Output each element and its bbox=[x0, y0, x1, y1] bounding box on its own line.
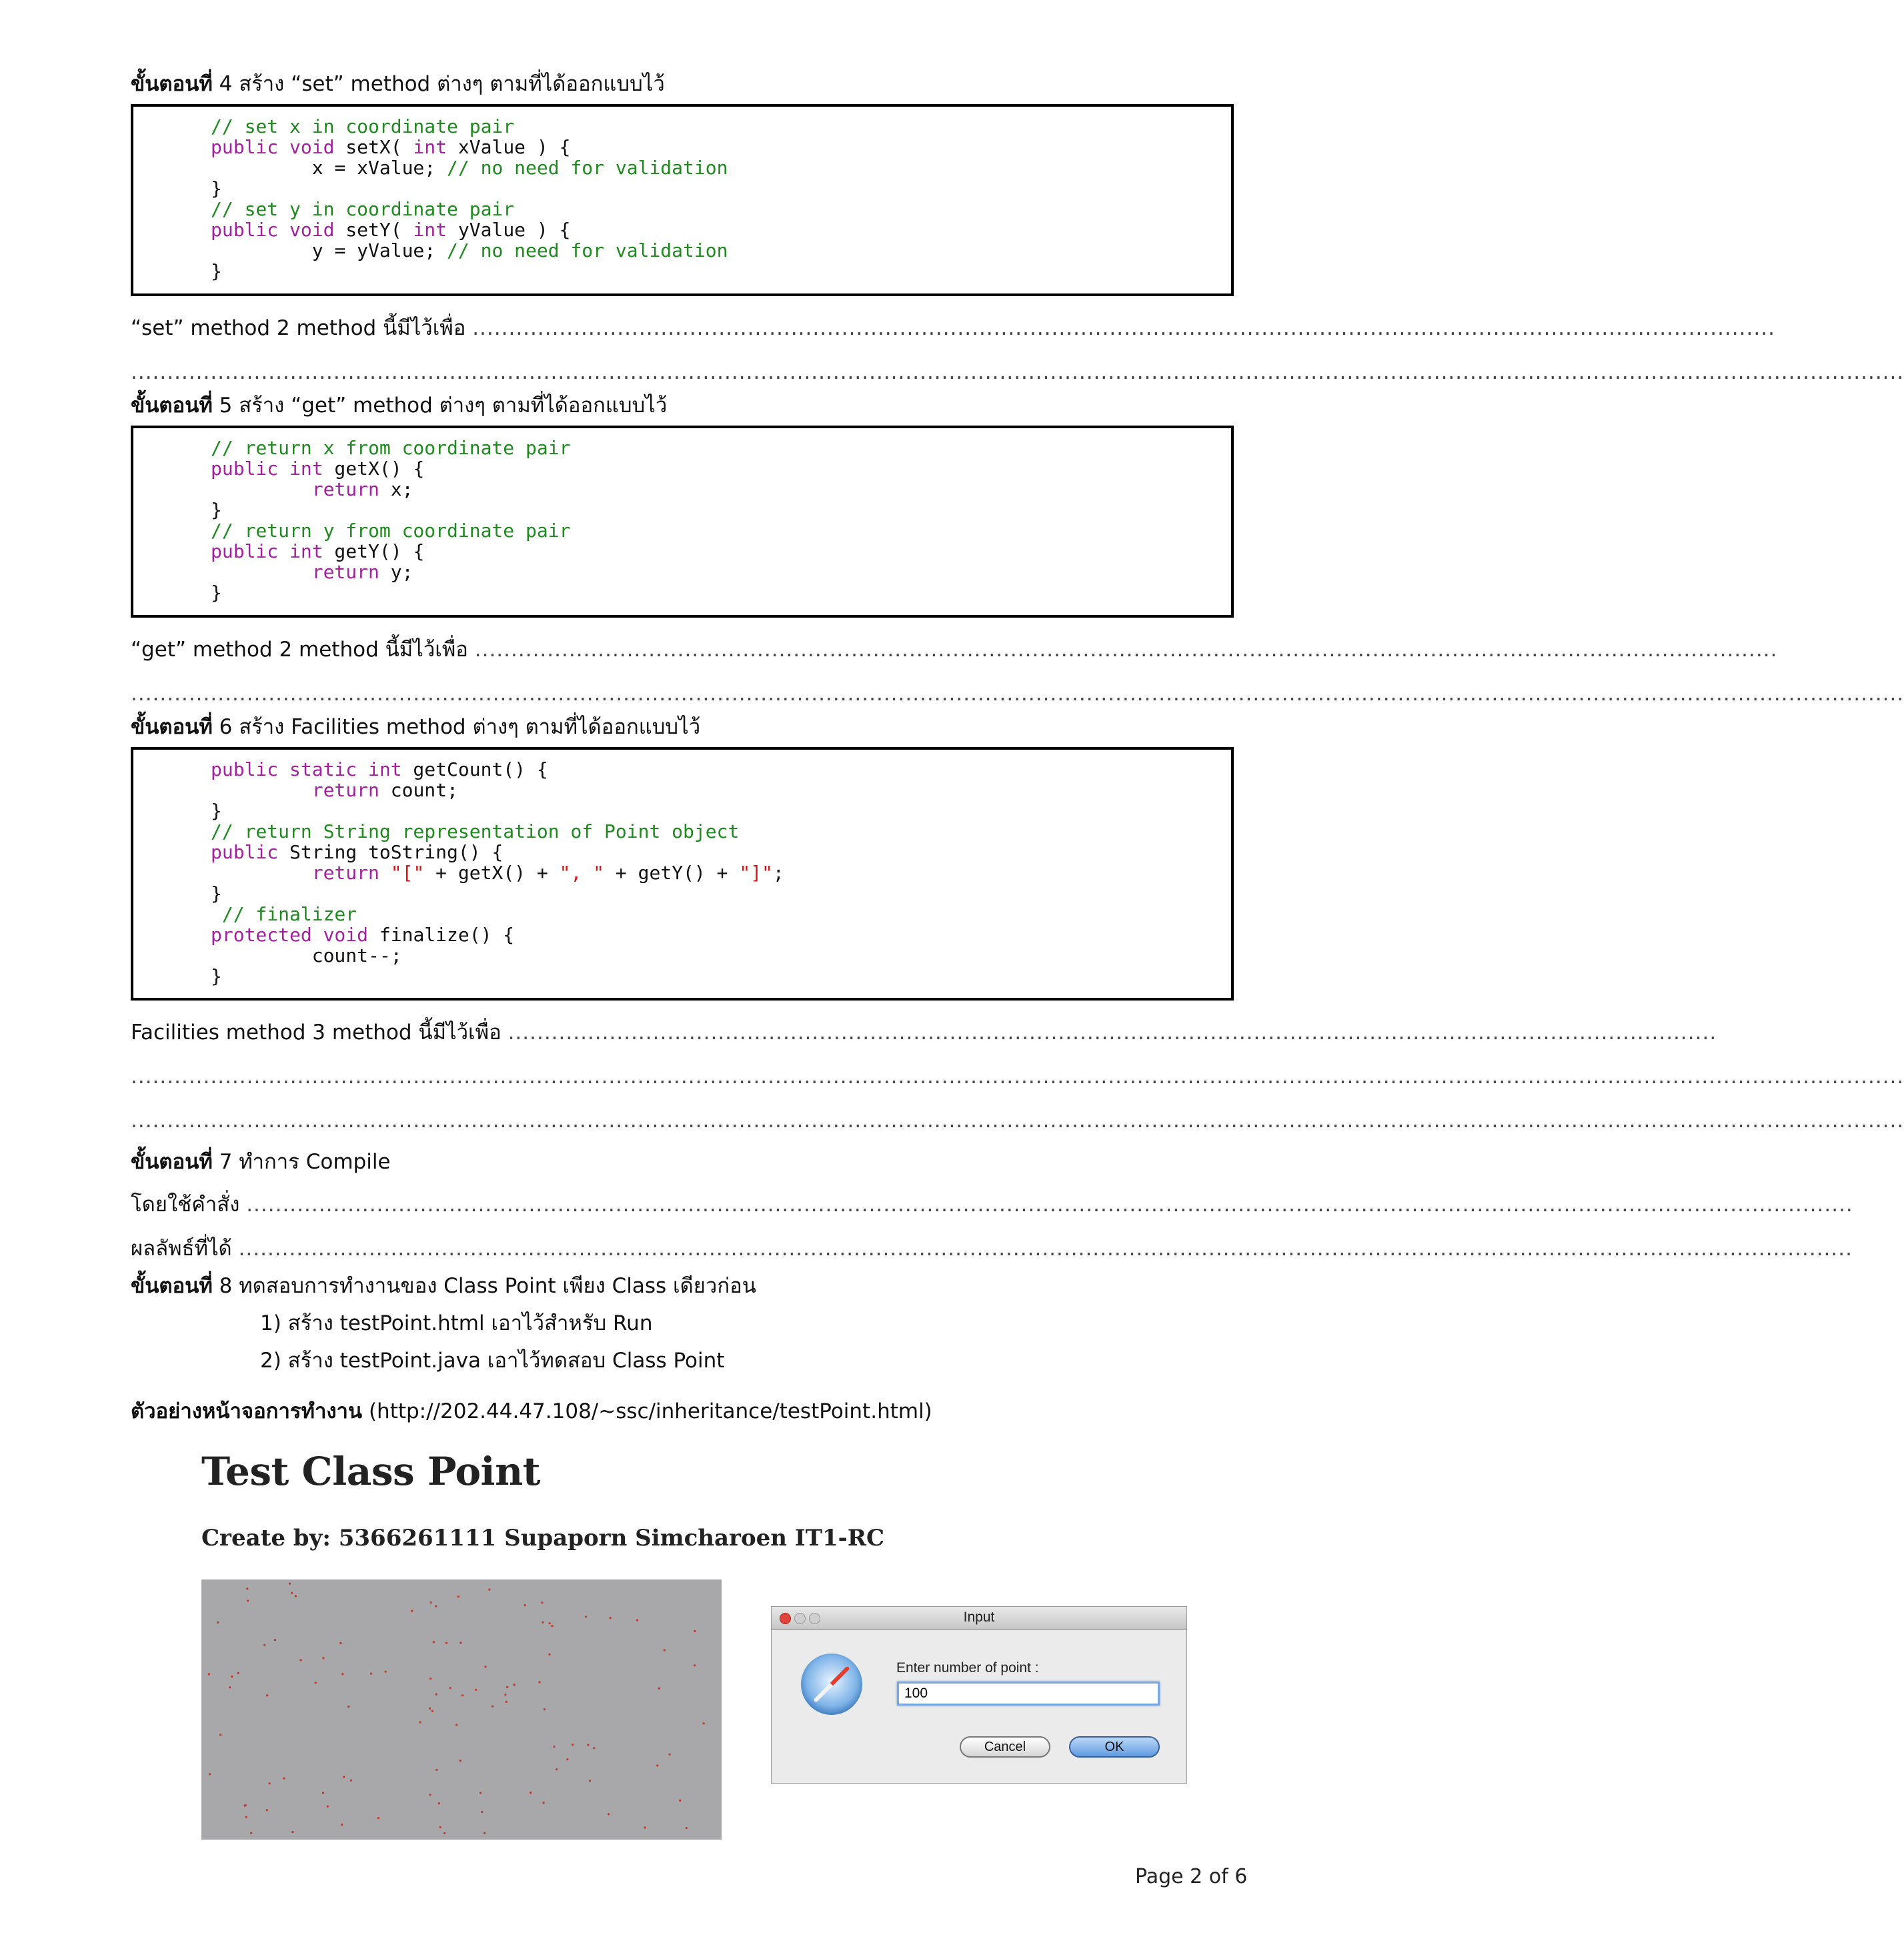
code-line bbox=[211, 240, 1231, 261]
answer-dots: ..................................................................................................................................................................................................................................................... bbox=[131, 1065, 1904, 1089]
random-point bbox=[549, 1622, 551, 1624]
step8-label: ขั้นตอนที่ bbox=[131, 1274, 213, 1298]
code-line bbox=[211, 219, 1231, 240]
dialog-title: Input bbox=[963, 1609, 995, 1625]
random-point bbox=[385, 1671, 387, 1673]
random-point bbox=[457, 1595, 459, 1597]
step7-command-line bbox=[131, 1191, 1853, 1218]
code-token: // return y from coordinate pair bbox=[211, 520, 571, 542]
code-line bbox=[211, 137, 1231, 157]
answer-dots: ..................................................................................................................................................................................................................................................... bbox=[131, 1109, 1904, 1133]
code-token: } bbox=[211, 965, 222, 987]
code-token: } bbox=[211, 260, 222, 282]
step8-heading-text: 8 ทดสอบการทำงานของ Class Point เพียง Class เดียวก่อน bbox=[212, 1274, 756, 1298]
code-line bbox=[211, 780, 1231, 800]
code-line bbox=[211, 500, 1231, 520]
random-point bbox=[237, 1672, 239, 1674]
random-point bbox=[679, 1800, 681, 1802]
step5-answer-line bbox=[131, 680, 1904, 707]
random-point bbox=[219, 1734, 221, 1736]
step7-heading bbox=[131, 1149, 391, 1175]
random-point bbox=[514, 1684, 516, 1686]
answer-dots: .............................................................................................................................................................................................................................. bbox=[246, 1193, 1853, 1217]
code-token: getY() { bbox=[323, 540, 425, 562]
code-token: int bbox=[413, 219, 447, 241]
random-point bbox=[429, 1794, 431, 1796]
random-point bbox=[669, 1754, 671, 1756]
code-token bbox=[211, 478, 312, 500]
code-token: getX() { bbox=[323, 458, 425, 480]
random-point bbox=[435, 1769, 437, 1771]
random-point bbox=[429, 1678, 431, 1680]
code-line bbox=[211, 883, 1231, 904]
random-point bbox=[551, 1625, 553, 1627]
random-point bbox=[475, 1689, 477, 1691]
random-point bbox=[459, 1642, 461, 1644]
step4-question bbox=[131, 315, 1775, 342]
random-point bbox=[343, 1776, 345, 1778]
random-point bbox=[445, 1642, 447, 1644]
answer-dots: ............................................................................................................................................................................................................................... bbox=[238, 1237, 1853, 1261]
code-token bbox=[211, 561, 312, 583]
code-token: // no need for validation bbox=[447, 157, 728, 179]
random-point bbox=[610, 1617, 612, 1619]
step6-heading-text: 6 สร้าง Facilities method ต่างๆ ตามที่ได้ออกแบบไว้ bbox=[212, 715, 701, 739]
code-line bbox=[211, 821, 1231, 842]
code-token: } bbox=[211, 177, 222, 199]
answer-dots: ..................................................................................................................................................................................................................................................... bbox=[131, 682, 1904, 706]
step6-question-text: Facilities method 3 method นี้มีไว้เพื่อ bbox=[131, 1021, 508, 1045]
code-token: // return x from coordinate pair bbox=[211, 437, 571, 459]
code-token: public static int bbox=[211, 758, 402, 780]
random-point bbox=[377, 1817, 379, 1819]
random-point bbox=[455, 1724, 457, 1726]
code-token: yValue ) { bbox=[447, 219, 571, 241]
page-number: Page 2 of 6 bbox=[1135, 1865, 1248, 1888]
code-token bbox=[211, 779, 312, 801]
random-point bbox=[703, 1722, 705, 1724]
code-line bbox=[211, 924, 1231, 945]
code-line bbox=[211, 157, 1231, 178]
random-point bbox=[593, 1747, 595, 1749]
code-token: count--; bbox=[211, 944, 402, 967]
step8-heading bbox=[131, 1273, 756, 1299]
step6-code-block bbox=[131, 747, 1234, 1001]
random-point bbox=[431, 1710, 433, 1712]
step8-item-2: 2) สร้าง testPoint.java เอาไว้ทดสอบ Class Point bbox=[260, 1349, 725, 1373]
code-token: x; bbox=[379, 478, 413, 500]
random-point bbox=[542, 1622, 544, 1624]
example-url: (http://202.44.47.108/~ssc/inheritance/testPoint.html) bbox=[362, 1399, 932, 1423]
random-point bbox=[315, 1682, 317, 1684]
code-token: return bbox=[311, 862, 379, 884]
random-point bbox=[429, 1708, 431, 1710]
code-token: x = xValue; bbox=[211, 157, 447, 179]
random-point bbox=[283, 1778, 285, 1780]
code-token: public bbox=[211, 841, 279, 863]
example-heading bbox=[131, 1398, 932, 1425]
code-line bbox=[211, 759, 1231, 780]
code-line bbox=[211, 904, 1231, 924]
random-point bbox=[433, 1641, 435, 1643]
step4-answer-line bbox=[131, 359, 1904, 386]
answer-dots: .................................................................................................................................................................................... bbox=[472, 316, 1775, 340]
random-point bbox=[544, 1708, 546, 1710]
random-point bbox=[347, 1706, 349, 1708]
answer-dots: .................................................................................................................................................................................... bbox=[474, 638, 1778, 662]
random-point bbox=[481, 1811, 483, 1813]
random-point bbox=[295, 1595, 297, 1597]
random-point bbox=[341, 1824, 343, 1826]
step6-answer-line bbox=[131, 1107, 1904, 1134]
code-token: "]" bbox=[739, 862, 773, 884]
random-point bbox=[231, 1676, 233, 1678]
code-token: count; bbox=[379, 779, 458, 801]
answer-dots: ..................................................................................................................................................................................................................................................... bbox=[131, 360, 1904, 384]
code-token: return bbox=[311, 561, 379, 583]
code-line bbox=[211, 116, 1231, 137]
random-point bbox=[266, 1694, 268, 1696]
random-point bbox=[339, 1642, 341, 1644]
points-plot bbox=[201, 1579, 722, 1840]
step7-result-line bbox=[131, 1235, 1853, 1262]
step5-heading bbox=[131, 392, 667, 419]
random-point bbox=[658, 1688, 660, 1690]
random-point bbox=[644, 1826, 646, 1828]
step4-code-block bbox=[131, 104, 1234, 296]
step5-code-block bbox=[131, 426, 1234, 618]
code-token: // finalizer bbox=[211, 903, 357, 925]
code-token: } bbox=[211, 882, 222, 904]
random-point bbox=[461, 1694, 463, 1696]
code-token bbox=[211, 862, 312, 884]
random-point bbox=[208, 1673, 210, 1675]
code-token: setX( bbox=[334, 136, 413, 158]
step7-label: ขั้นตอนที่ bbox=[131, 1150, 213, 1174]
random-point bbox=[435, 1605, 437, 1607]
code-token: public void bbox=[211, 219, 335, 241]
code-line bbox=[211, 458, 1231, 479]
random-point bbox=[370, 1673, 372, 1675]
step4-question-text: “set” method 2 method นี้มีไว้เพื่อ bbox=[131, 316, 473, 340]
random-point bbox=[322, 1792, 324, 1794]
random-point bbox=[553, 1746, 555, 1748]
random-point bbox=[449, 1687, 451, 1689]
random-point bbox=[538, 1681, 540, 1683]
code-token: ", " bbox=[559, 862, 605, 884]
random-point bbox=[504, 1694, 506, 1696]
random-point bbox=[229, 1686, 231, 1688]
code-line bbox=[211, 582, 1231, 603]
random-point bbox=[350, 1780, 352, 1782]
random-point bbox=[439, 1826, 441, 1828]
random-point bbox=[480, 1792, 482, 1794]
step7-result-label: ผลลัพธ์ที่ได้ bbox=[131, 1237, 239, 1261]
step5-heading-text: 5 สร้าง “get” method ต่างๆ ตามที่ได้ออกแบบไว้ bbox=[212, 394, 668, 418]
random-point bbox=[411, 1610, 413, 1612]
ok-button[interactable]: OK bbox=[1069, 1736, 1160, 1758]
random-point bbox=[485, 1666, 487, 1668]
code-line bbox=[211, 945, 1231, 966]
step4-heading-text: 4 สร้าง “set” method ต่างๆ ตามที่ได้ออกแบบไว้ bbox=[212, 72, 665, 96]
code-token: setY( bbox=[334, 219, 413, 241]
code-token: + getX() + bbox=[424, 862, 560, 884]
code-line bbox=[211, 261, 1231, 281]
random-point bbox=[686, 1827, 688, 1829]
code-token: y = yValue; bbox=[211, 239, 447, 261]
random-point bbox=[266, 1809, 268, 1811]
code-line bbox=[211, 966, 1231, 987]
random-point bbox=[289, 1583, 291, 1585]
random-point bbox=[492, 1706, 494, 1708]
random-point bbox=[484, 1832, 486, 1834]
code-line bbox=[211, 438, 1231, 458]
random-point bbox=[247, 1599, 249, 1601]
input-dialog bbox=[771, 1606, 1187, 1784]
demo-page-title: Test Class Point bbox=[201, 1449, 541, 1494]
random-point bbox=[291, 1831, 293, 1833]
code-token: } bbox=[211, 800, 222, 822]
code-token: getCount() { bbox=[401, 758, 548, 780]
code-line bbox=[211, 862, 1231, 883]
random-point bbox=[438, 1802, 440, 1804]
random-point bbox=[327, 1806, 329, 1808]
random-point bbox=[556, 1768, 558, 1770]
random-point bbox=[530, 1792, 532, 1794]
random-point bbox=[443, 1832, 445, 1834]
random-point bbox=[250, 1832, 252, 1834]
code-token: } bbox=[211, 499, 222, 521]
code-line bbox=[211, 520, 1231, 541]
code-token: } bbox=[211, 582, 222, 604]
random-point bbox=[566, 1758, 568, 1760]
random-point bbox=[459, 1760, 461, 1762]
code-line bbox=[211, 842, 1231, 862]
code-token: // set x in coordinate pair bbox=[211, 115, 515, 137]
random-point bbox=[430, 1601, 432, 1603]
code-token: public int bbox=[211, 458, 323, 480]
random-point bbox=[488, 1589, 490, 1591]
code-token: "[" bbox=[390, 862, 425, 884]
random-point bbox=[244, 1804, 246, 1806]
point-count-input[interactable] bbox=[897, 1682, 1160, 1706]
step7-heading-text: 7 ทำการ Compile bbox=[212, 1150, 391, 1174]
random-point bbox=[269, 1782, 271, 1784]
code-token: // set y in coordinate pair bbox=[211, 198, 515, 220]
code-line bbox=[211, 178, 1231, 199]
step5-question bbox=[131, 636, 1778, 663]
example-label: ตัวอย่างหน้าจอการทำงาน bbox=[131, 1399, 363, 1423]
random-point bbox=[585, 1616, 587, 1618]
code-token: return bbox=[311, 478, 379, 500]
code-token: String toString() { bbox=[278, 841, 504, 863]
random-point bbox=[246, 1587, 248, 1589]
random-point bbox=[435, 1694, 437, 1696]
code-token: + getY() + bbox=[604, 862, 740, 884]
random-point bbox=[543, 1802, 545, 1804]
code-token: protected void bbox=[211, 924, 369, 946]
random-point bbox=[694, 1630, 696, 1632]
code-token: public void bbox=[211, 136, 335, 158]
random-point bbox=[636, 1619, 638, 1621]
compass-icon bbox=[801, 1654, 862, 1715]
step8-item-1: 1) สร้าง testPoint.html เอาไว้สำหรับ Run bbox=[260, 1311, 653, 1335]
random-point bbox=[263, 1644, 265, 1646]
random-point bbox=[608, 1813, 610, 1815]
random-point bbox=[341, 1673, 343, 1675]
code-token: // return String representation of Point object bbox=[211, 820, 740, 842]
code-token: y; bbox=[379, 561, 413, 583]
code-token: public int bbox=[211, 540, 323, 562]
code-token: xValue ) { bbox=[447, 136, 571, 158]
dialog-titlebar[interactable] bbox=[772, 1607, 1186, 1630]
code-line bbox=[211, 541, 1231, 562]
random-point bbox=[541, 1601, 543, 1603]
step4-heading bbox=[131, 71, 665, 97]
step5-question-text: “get” method 2 method นี้มีไว้เพื่อ bbox=[131, 638, 475, 662]
code-line bbox=[211, 800, 1231, 821]
random-point bbox=[209, 1773, 211, 1775]
random-point bbox=[524, 1604, 526, 1606]
random-point bbox=[300, 1659, 302, 1661]
step4-label: ขั้นตอนที่ bbox=[131, 72, 213, 96]
random-point bbox=[419, 1721, 421, 1723]
code-token: ; bbox=[772, 862, 784, 884]
code-token: int bbox=[413, 136, 447, 158]
step7-command-label: โดยใช้คำสั่ง bbox=[131, 1193, 247, 1217]
step5-label: ขั้นตอนที่ bbox=[131, 394, 213, 418]
random-point bbox=[506, 1701, 508, 1703]
step6-heading bbox=[131, 714, 700, 740]
applet-canvas bbox=[201, 1579, 722, 1840]
step6-answer-line bbox=[131, 1063, 1904, 1090]
random-point bbox=[664, 1649, 666, 1651]
random-point bbox=[587, 1744, 589, 1746]
step6-question bbox=[131, 1019, 1717, 1046]
step6-label: ขั้นตอนที่ bbox=[131, 715, 213, 739]
random-point bbox=[291, 1592, 293, 1594]
random-point bbox=[506, 1686, 508, 1688]
random-point bbox=[694, 1664, 696, 1666]
random-point bbox=[274, 1639, 276, 1641]
code-line bbox=[211, 199, 1231, 219]
code-token bbox=[379, 862, 391, 884]
dialog-prompt: Enter number of point : bbox=[896, 1660, 1039, 1676]
random-point bbox=[217, 1622, 219, 1624]
cancel-button[interactable]: Cancel bbox=[960, 1736, 1050, 1758]
code-token: return bbox=[311, 779, 379, 801]
random-point bbox=[589, 1780, 591, 1782]
random-point bbox=[656, 1764, 658, 1766]
answer-dots: ....................................................................................................................................................................... bbox=[508, 1021, 1717, 1045]
random-point bbox=[572, 1744, 574, 1746]
code-line bbox=[211, 479, 1231, 500]
code-line bbox=[211, 562, 1231, 582]
random-point bbox=[245, 1816, 247, 1818]
code-token: // no need for validation bbox=[447, 239, 728, 261]
demo-creator-line: Create by: 5366261111 Supaporn Simcharoen IT1-RC bbox=[201, 1525, 885, 1551]
random-point bbox=[322, 1657, 324, 1659]
code-token: finalize() { bbox=[368, 924, 515, 946]
random-point bbox=[548, 1654, 550, 1656]
